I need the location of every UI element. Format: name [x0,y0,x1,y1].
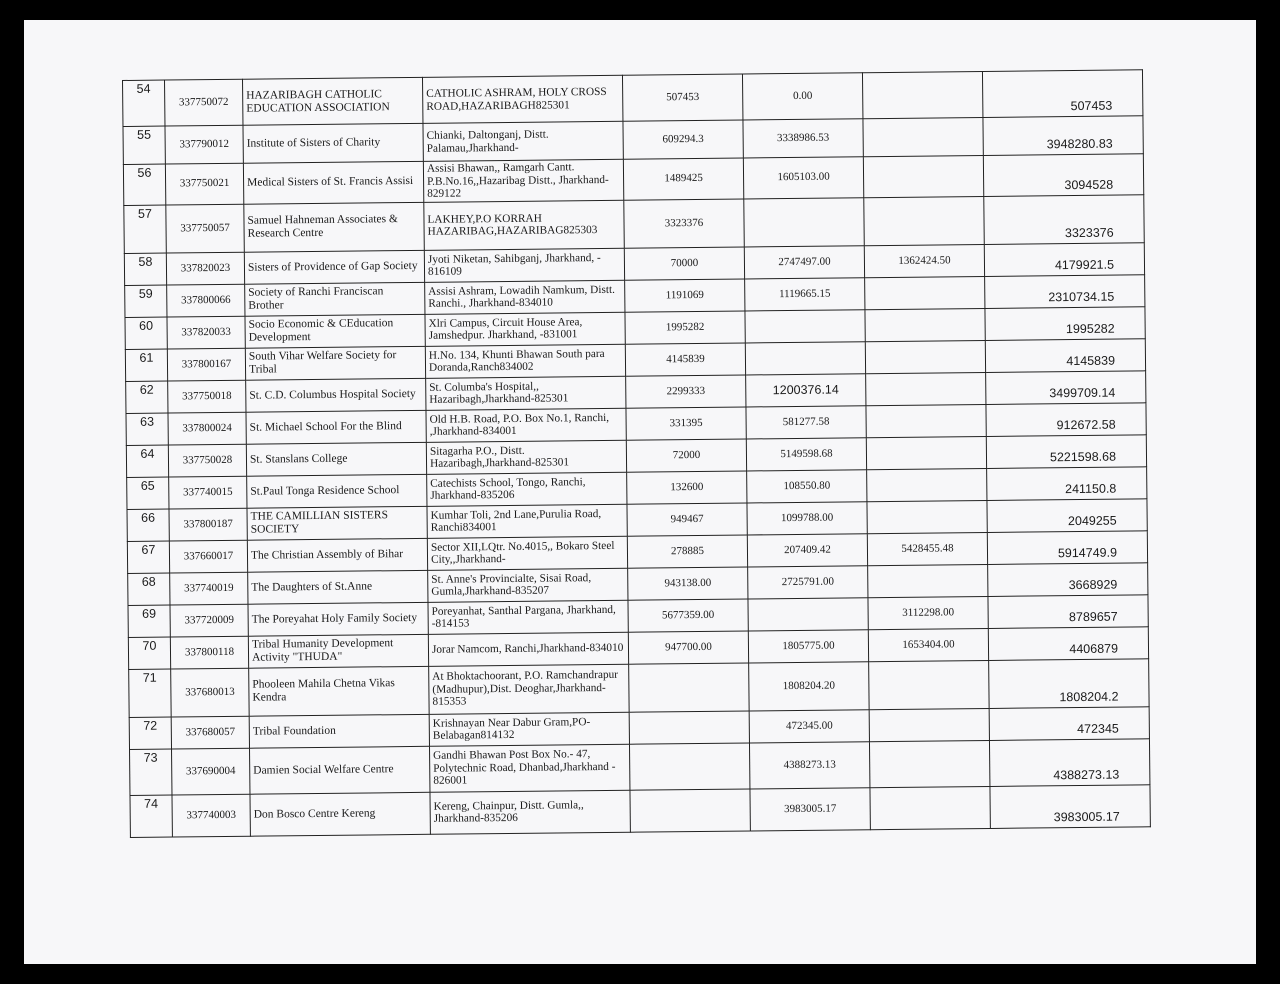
serial-number-cell: 70 [128,637,170,669]
registration-number-cell: 337820023 [166,252,244,285]
amount-2-cell: 207409.42 [747,533,867,566]
amount-2-cell: 2747497.00 [744,245,864,278]
serial-number-cell: 66 [127,509,169,541]
address-cell: CATHOLIC ASHRAM, HOLY CROSS ROAD,HAZARIBAGH825301 [422,75,622,123]
serial-number-cell: 65 [127,477,169,509]
address-cell: Poreyanhat, Santhal Pargana, Jharkhand, -814153 [428,600,628,634]
organization-name-cell: Medical Sisters of St. Francis Assisi [243,161,423,203]
address-cell: Kumhar Toli, 2nd Lane,Purulia Road, Ranchi834001 [427,504,627,538]
organization-name-cell: Tribal Foundation [249,714,429,748]
registration-number-cell: 337820033 [167,316,245,349]
total-amount-cell: 241150.8 [987,466,1147,500]
serial-number-cell: 63 [126,413,168,445]
total-amount-cell: 3323376 [984,194,1144,244]
total-amount-cell: 3668929 [988,562,1148,596]
registration-number-cell: 337800066 [167,284,245,317]
amount-3-cell [866,404,986,437]
amount-1-cell: 4145839 [625,342,745,375]
table-body [123,70,1151,837]
organization-name-cell: Damien Social Welfare Centre [249,746,429,794]
amount-1-cell: 1191069 [625,278,745,311]
amount-1-cell: 1995282 [625,310,745,343]
amount-2-cell: 4388273.13 [749,741,869,788]
registration-number-cell: 337740003 [172,794,250,837]
amount-1-cell: 3323376 [624,198,744,247]
address-cell: Krishnayan Near Dabur Gram,PO-Belabagan814132 [429,712,629,746]
address-cell: Jorar Namcom, Ranchi,Jharkhand-834010 [428,632,628,666]
registration-number-cell: 337750021 [165,163,243,204]
amount-2-cell: 1808204.20 [749,661,869,710]
serial-number-cell: 74 [130,795,172,837]
address-cell: Kereng, Chainpur, Distt. Gumla,, Jharkhand-835206 [430,790,630,834]
registration-number-cell: 337790012 [165,125,243,164]
amount-1-cell: 331395 [626,406,746,439]
total-amount-cell: 3094528 [983,154,1143,196]
amount-1-cell: 72000 [626,438,746,471]
amount-1-cell: 949467 [627,502,747,535]
address-cell: At Bhoktachoorant, P.O. Ramchandrapur (Madhupur),Dist. Deoghar,Jharkhand-815353 [429,664,629,714]
address-cell: Sitagarha P.O., Distt. Hazaribagh,Jharkhand-825301 [426,440,626,474]
amount-1-cell: 70000 [624,246,744,279]
amount-1-cell: 278885 [627,534,747,567]
amount-2-cell: 472345.00 [749,709,869,742]
scanned-page [24,20,1256,964]
total-amount-cell: 507453 [982,70,1142,118]
registration-number-cell: 337690004 [172,748,250,795]
registration-number-cell: 337750018 [168,380,246,413]
amount-1-cell [630,788,750,831]
amount-3-cell: 1653404.00 [868,628,988,661]
serial-number-cell: 73 [130,749,172,795]
amount-1-cell: 947700.00 [628,630,748,663]
amount-3-cell [869,708,989,741]
serial-number-cell: 62 [126,381,168,413]
total-amount-cell: 912672.58 [986,402,1146,436]
total-amount-cell: 2049255 [987,498,1147,532]
address-cell: H.No. 134, Khunti Bhawan South para Doranda,Ranch834002 [425,344,625,378]
total-amount-cell: 3948280.83 [983,116,1143,156]
amount-2-cell: 1200376.14 [746,373,866,406]
registration-number-cell: 337720009 [170,604,248,637]
registration-number-cell: 337750028 [168,444,246,477]
registration-number-cell: 337800118 [170,636,248,669]
amount-2-cell [745,309,865,342]
total-amount-cell: 4406879 [988,626,1148,660]
organization-name-cell: HAZARIBAGH CATHOLIC EDUCATION ASSOCIATION [242,77,422,125]
total-amount-cell: 4388273.13 [989,738,1149,786]
total-amount-cell: 4145839 [985,338,1145,372]
registration-number-cell: 337800167 [167,348,245,381]
address-cell: Jyoti Niketan, Sahibganj, Jharkhand, - 816109 [424,248,624,282]
organization-name-cell: The Christian Assembly of Bihar [247,538,427,572]
serial-number-cell: 60 [125,317,167,349]
address-cell: Gandhi Bhawan Post Box No.- 47, Polytechnic Road, Dhanbad,Jharkhand - 826001 [429,744,629,792]
total-amount-cell: 1995282 [985,306,1145,340]
amount-3-cell [864,196,984,245]
registration-number-cell: 337750057 [166,204,244,253]
amount-3-cell [870,786,990,829]
amount-2-cell: 1805775.00 [748,629,868,662]
organization-name-cell: St.Paul Tonga Residence School [247,474,427,508]
address-cell: Assisi Ashram, Lowadih Namkum, Distt. Ranchi., Jharkhand-834010 [425,280,625,314]
amount-3-cell: 1362424.50 [864,244,984,277]
address-cell: St. Columba's Hospital,, Hazaribagh,Jharkhand-825301 [426,376,626,410]
amount-3-cell [865,308,985,341]
amount-1-cell: 132600 [627,470,747,503]
total-amount-cell: 8789657 [988,594,1148,628]
serial-number-cell: 56 [123,164,165,205]
total-amount-cell: 4179921.5 [984,242,1144,276]
amount-2-cell: 3983005.17 [750,787,870,830]
amount-2-cell: 3338986.53 [743,119,863,158]
serial-number-cell: 72 [129,717,171,749]
organization-name-cell: St. Michael School For the Blind [246,410,426,444]
organization-name-cell: Sisters of Providence of Gap Society [244,250,424,284]
serial-number-cell: 54 [123,80,165,126]
amount-3-cell [866,436,986,469]
amount-2-cell [748,597,868,630]
amount-3-cell [867,468,987,501]
address-cell: Catechists School, Tongo, Ranchi, Jharkhand-835206 [427,472,627,506]
amount-1-cell: 1489425 [623,158,743,200]
address-cell: Sector XII,LQtr. No.4015,, Bokaro Steel City,,Jharkhand- [427,536,627,570]
organization-name-cell: Samuel Hahneman Associates & Research Centre [244,202,424,252]
amount-2-cell: 2725791.00 [748,565,868,598]
address-cell: Chianki, Daltonganj, Distt. Palamau,Jharkhand- [423,121,623,161]
amount-1-cell: 943138.00 [628,566,748,599]
amount-2-cell: 5149598.68 [746,437,866,470]
total-amount-cell: 3499709.14 [986,370,1146,404]
amount-1-cell: 507453 [622,74,742,121]
amount-2-cell: 1605103.00 [743,157,863,199]
registration-number-cell: 337680057 [171,716,249,749]
address-cell: LAKHEY,P.O KORRAH HAZARIBAG,HAZARIBAG825303 [424,200,624,250]
amount-1-cell: 609294.3 [623,120,743,159]
registration-number-cell: 337800024 [168,412,246,445]
registration-number-cell: 337750072 [165,79,243,126]
total-amount-cell: 1808204.2 [989,658,1149,708]
registration-number-cell: 337740015 [169,476,247,509]
total-amount-cell: 3983005.17 [990,784,1150,828]
serial-number-cell: 61 [125,349,167,381]
amount-3-cell: 5428455.48 [867,532,987,565]
serial-number-cell: 55 [123,126,165,164]
address-cell: Old H.B. Road, P.O. Box No.1, Ranchi, ,Jharkhand-834001 [426,408,626,442]
amount-3-cell [868,564,988,597]
organization-name-cell: St. Stanslans College [246,442,426,476]
amount-3-cell [863,117,983,156]
address-cell: Xlri Campus, Circuit House Area, Jamshedpur. Jharkhand, -831001 [425,312,625,346]
amount-2-cell: 0.00 [742,73,862,120]
amount-2-cell: 1099788.00 [747,501,867,534]
amount-3-cell [869,740,989,787]
amount-3-cell [869,660,989,709]
amount-1-cell: 2299333 [626,374,746,407]
amount-3-cell [865,340,985,373]
organization-name-cell: South Vihar Welfare Society for Tribal [245,346,425,380]
amount-3-cell [866,372,986,405]
serial-number-cell: 59 [125,285,167,317]
organization-name-cell: Phooleen Mahila Chetna Vikas Kendra [249,666,429,716]
registration-number-cell: 337740019 [170,572,248,605]
amount-3-cell [867,500,987,533]
organization-name-cell: Society of Ranchi Franciscan Brother [245,282,425,316]
amount-2-cell: 581277.58 [746,405,866,438]
registration-number-cell: 337800187 [169,508,247,541]
amount-3-cell [865,276,985,309]
total-amount-cell: 472345 [989,706,1149,740]
amount-3-cell [862,71,982,118]
organization-name-cell: The Daughters of St.Anne [248,570,428,604]
amount-1-cell [629,662,749,711]
address-cell: St. Anne's Provincialte, Sisai Road, Gumla,Jharkhand-835207 [428,568,628,602]
organization-name-cell: Socio Economic & CEducation Development [245,314,425,348]
organization-name-cell: THE CAMILLIAN SISTERS SOCIETY [247,506,427,540]
serial-number-cell: 67 [127,541,169,573]
amount-1-cell [629,742,749,789]
serial-number-cell: 58 [124,253,166,285]
amount-2-cell: 108550.80 [747,469,867,502]
serial-number-cell: 57 [124,205,167,253]
amount-1-cell: 5677359.00 [628,598,748,631]
organization-name-cell: Don Bosco Centre Kereng [250,792,430,836]
amount-1-cell [629,710,749,743]
address-cell: Assisi Bhawan,, Ramgarh Cantt. P.B.No.16,,Hazaribag Distt., Jharkhand-829122 [423,159,623,202]
total-amount-cell: 5914749.9 [987,530,1147,564]
organization-name-cell: Institute of Sisters of Charity [243,123,423,163]
organization-name-cell: Tribal Humanity Development Activity "THUDA" [248,634,428,668]
serial-number-cell: 71 [129,669,172,717]
serial-number-cell: 64 [126,445,168,477]
amount-3-cell [863,155,983,197]
total-amount-cell: 2310734.15 [985,274,1145,308]
registration-number-cell: 337680013 [171,668,249,717]
document-sheet [122,69,1151,837]
organization-name-cell: The Poreyahat Holy Family Society [248,602,428,636]
organizations-table [122,69,1151,837]
amount-2-cell [744,197,864,246]
amount-3-cell: 3112298.00 [868,596,988,629]
organization-name-cell: St. C.D. Columbus Hospital Society [246,378,426,412]
amount-2-cell [745,341,865,374]
amount-2-cell: 1119665.15 [745,277,865,310]
serial-number-cell: 69 [128,605,170,637]
serial-number-cell: 68 [128,573,170,605]
total-amount-cell: 5221598.68 [986,434,1146,468]
registration-number-cell: 337660017 [169,540,247,573]
